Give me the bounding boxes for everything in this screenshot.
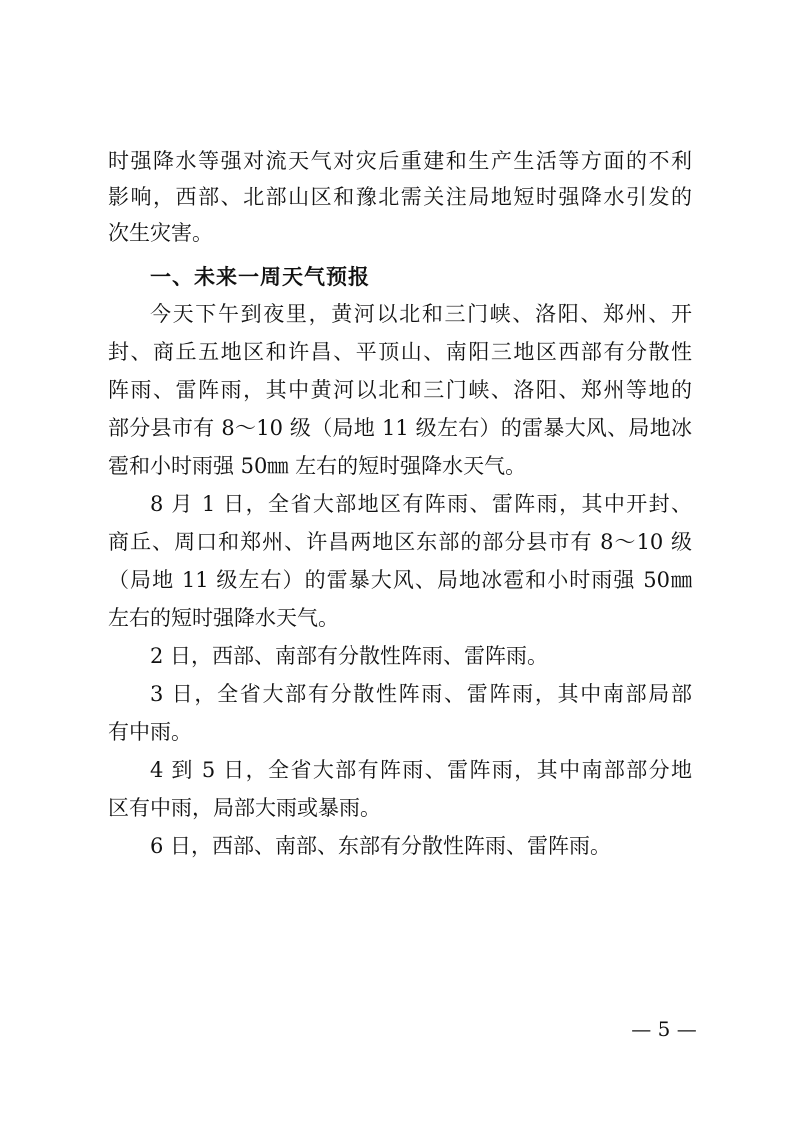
paragraph-line: 部分县市有 8～10 级（局地 11 级左右）的雷暴大风、局地冰 — [108, 416, 692, 440]
paragraph-line: 今天下午到夜里，黄河以北和三门峡、洛阳、郑州、开 — [150, 302, 692, 326]
paragraph-line: 阵雨、雷阵雨，其中黄河以北和三门峡、洛阳、郑州等地的 — [108, 378, 692, 402]
paragraph-line: 封、商丘五地区和许昌、平顶山、南阳三地区西部有分散性 — [108, 340, 692, 364]
paragraph-line: 商丘、周口和郑州、许昌两地区东部的部分县市有 8～10 级 — [108, 530, 692, 554]
paragraph-line: 区有中雨，局部大雨或暴雨。 — [108, 796, 381, 820]
section-heading: 一、未来一周天气预报 — [150, 265, 370, 289]
paragraph-line: 影响，西部、北部山区和豫北需关注局地短时强降水引发的 — [108, 185, 692, 209]
paragraph-line: 时强降水等强对流天气对灾后重建和生产生活等方面的不利 — [108, 149, 692, 173]
paragraph-line: 3 日，全省大部有分散性阵雨、雷阵雨，其中南部局部 — [150, 682, 692, 706]
paragraph-line: 有中雨。 — [108, 720, 192, 744]
paragraph-line: 雹和小时雨强 50㎜ 左右的短时强降水天气。 — [108, 454, 527, 478]
paragraph-line: 次生灾害。 — [108, 221, 213, 245]
page-number: — 5 — — [631, 1017, 697, 1041]
paragraph-line: 6 日，西部、南部、东部有分散性阵雨、雷阵雨。 — [150, 834, 612, 858]
paragraph-line: 2 日，西部、南部有分散性阵雨、雷阵雨。 — [150, 644, 549, 668]
paragraph-line: （局地 11 级左右）的雷暴大风、局地冰雹和小时雨强 50㎜ — [108, 568, 692, 592]
paragraph-line: 左右的短时强降水天气。 — [108, 606, 339, 630]
paragraph-line: 4 到 5 日，全省大部有阵雨、雷阵雨，其中南部部分地 — [150, 758, 692, 782]
paragraph-line: 8 月 1 日，全省大部地区有阵雨、雷阵雨，其中开封、 — [150, 492, 692, 516]
